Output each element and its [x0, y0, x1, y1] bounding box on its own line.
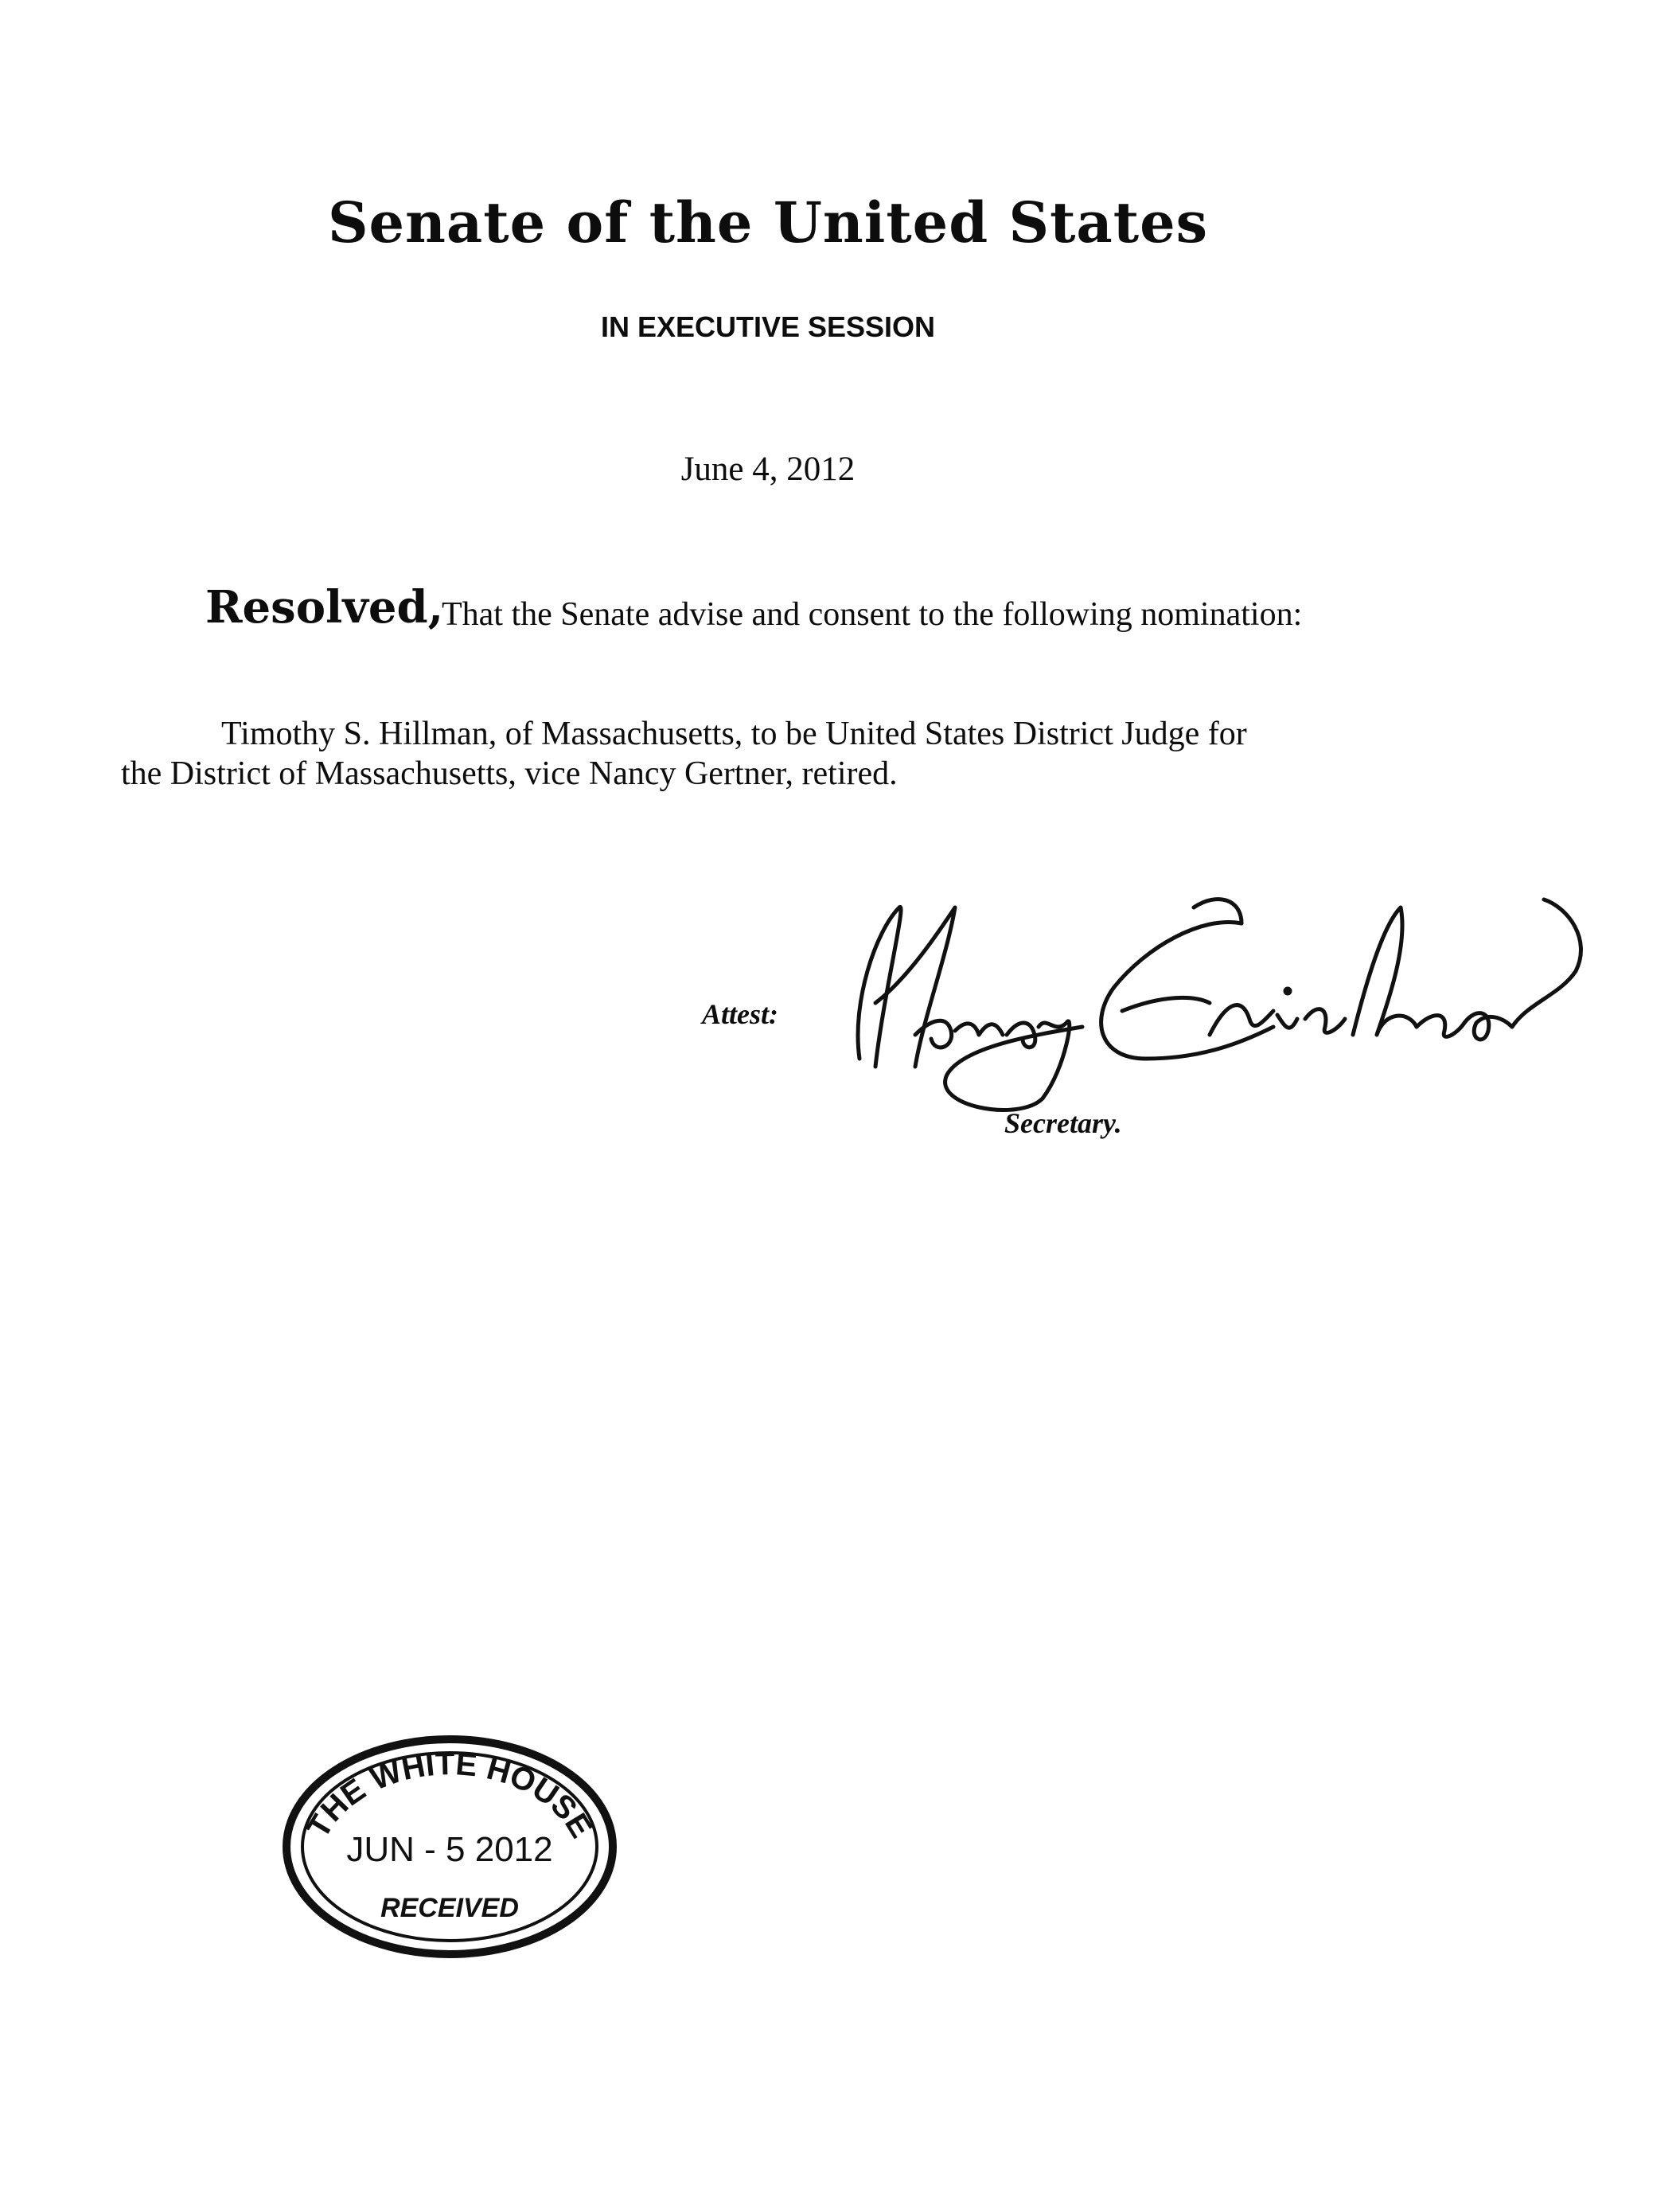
stamp-bottom-text: RECEIVED [380, 1893, 519, 1923]
document-title: Senate of the United States [327, 189, 1209, 256]
secretary-label: Secretary. [1004, 1107, 1122, 1139]
nomination-line-1: Timothy S. Hillman, of Massachusetts, to be United States District Judge for [221, 716, 1247, 752]
document-date: June 4, 2012 [680, 451, 856, 488]
white-house-received-stamp [275, 1727, 625, 1966]
signature-image [828, 876, 1592, 1114]
stamp-date-text: JUN - 5 2012 [346, 1830, 553, 1869]
session-heading: IN EXECUTIVE SESSION [600, 310, 936, 343]
stamp-top-text: THE WHITE HOUSE [300, 1746, 599, 1844]
resolution-text: That the Senate advise and consent to the following nomination: [442, 596, 1303, 633]
attest-label: Attest: [702, 998, 778, 1030]
resolved-label: Resolved, [205, 581, 444, 634]
nomination-line-2: the District of Massachusetts, vice Nancy Gertner, retired. [121, 755, 898, 792]
